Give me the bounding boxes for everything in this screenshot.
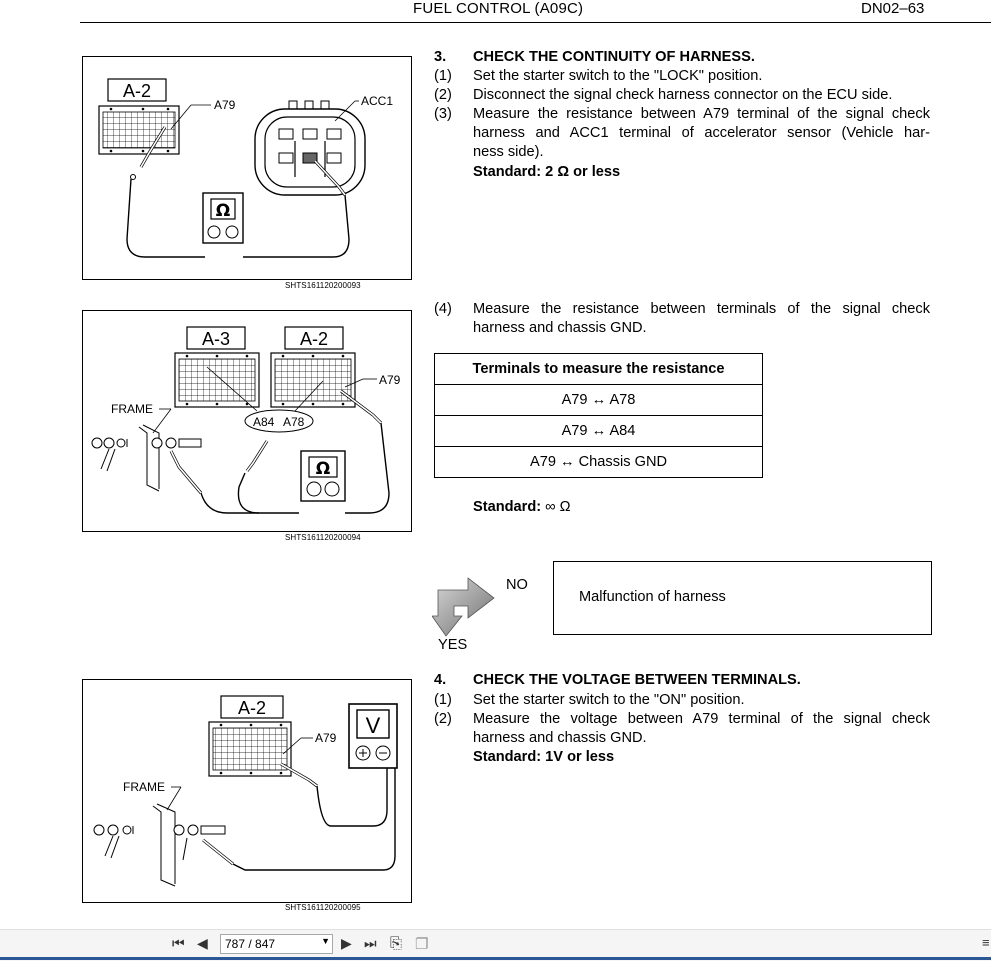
step4-item2-number: (2) xyxy=(434,711,452,727)
fig3-terminal-label: A79 xyxy=(315,731,337,745)
page-number-text: 787 / 847 xyxy=(225,937,276,951)
previous-page-icon[interactable]: ◀ xyxy=(197,935,208,951)
step3-item2-number: (2) xyxy=(434,87,452,103)
resistance-table-row: A79 ↔ Chassis GND xyxy=(435,447,763,478)
step4-item1-text: Set the starter switch to the "ON" position. xyxy=(473,692,745,708)
fig3-meter-symbol: V xyxy=(365,713,381,738)
fig2-terminal3-label: A79 xyxy=(379,373,401,387)
header-page-code: DN02–63 xyxy=(861,0,925,17)
step3-standard-2 xyxy=(473,498,571,517)
resistance-table xyxy=(434,353,763,478)
step4-number: 4. xyxy=(434,672,447,688)
step3-item3-number: (3) xyxy=(434,106,452,122)
last-page-icon[interactable]: ⏭ xyxy=(364,935,377,951)
header-title: FUEL CONTROL (A09C) xyxy=(413,0,584,17)
step3-item3-line2: harness and ACC1 terminal of accelerator sensor (Vehicle har- xyxy=(473,125,930,141)
step3-standard-2-label: Standard: xyxy=(473,499,542,515)
flow-arrow-icon xyxy=(432,568,502,638)
step4-title: CHECK THE VOLTAGE BETWEEN TERMINALS. xyxy=(473,672,801,688)
fig2-terminal2-label: A78 xyxy=(283,415,305,429)
menu-icon[interactable]: ≡ xyxy=(982,935,990,950)
result-box xyxy=(553,561,932,635)
step3-item4-line2: harness and chassis GND. xyxy=(473,320,647,336)
step4-item2-line1: Measure the voltage between A79 terminal of the signal check xyxy=(473,711,930,727)
fit-page-icon[interactable]: ⎘ xyxy=(390,935,403,952)
resistance-table-row: A79 ↔ A84 xyxy=(435,416,763,447)
step3-item3-line1: Measure the resistance between A79 terminal of the signal check xyxy=(473,106,930,122)
fig3-frame-label: FRAME xyxy=(123,780,165,794)
fig2-frame-label: FRAME xyxy=(111,402,153,416)
fig2-connector2-label: A-2 xyxy=(299,329,329,349)
figure-voltage-gnd xyxy=(82,679,412,903)
figure-3-caption: SHTS161120200095 xyxy=(285,903,361,912)
step3-item1-text: Set the starter switch to the "LOCK" position. xyxy=(473,68,763,84)
step4-item2-line2: harness and chassis GND. xyxy=(473,730,647,746)
step3-number: 3. xyxy=(434,49,447,65)
fig1-sensor-label: ACC1 xyxy=(361,94,394,108)
fig1-meter-symbol: Ω xyxy=(215,201,231,221)
step4-standard: Standard: 1V or less xyxy=(473,749,615,765)
resistance-table-header: Terminals to measure the resistance xyxy=(435,354,763,385)
figure-2-caption: SHTS161120200094 xyxy=(285,533,361,542)
fig3-connector-label: A-2 xyxy=(237,698,267,718)
two-page-icon[interactable]: ❐ xyxy=(415,936,429,953)
fig2-terminal1-label: A84 xyxy=(253,415,275,429)
step4-item1-number: (1) xyxy=(434,692,452,708)
resistance-table-row: A79 ↔ A78 xyxy=(435,385,763,416)
figure-continuity-gnd xyxy=(82,310,412,532)
fig2-connector1-label: A-3 xyxy=(201,329,231,349)
fig1-connector-label: A-2 xyxy=(122,81,152,101)
chevron-down-icon[interactable]: ▼ xyxy=(321,936,330,946)
flow-yes-label: YES xyxy=(438,637,468,653)
next-page-icon[interactable]: ▶ xyxy=(341,935,352,951)
step3-item2-text: Disconnect the signal check harness connector on the ECU side. xyxy=(473,87,893,103)
figure-continuity-acc1 xyxy=(82,56,412,280)
fig1-terminal-label: A79 xyxy=(214,98,236,112)
step3-item4-line1: Measure the resistance between terminals of the signal check xyxy=(473,301,930,317)
step3-item1-number: (1) xyxy=(434,68,452,84)
page-number-field[interactable] xyxy=(220,934,333,954)
step3-standard-1: Standard: 2 Ω or less xyxy=(473,164,621,180)
result-text: Malfunction of harness xyxy=(579,589,726,605)
step3-title: CHECK THE CONTINUITY OF HARNESS. xyxy=(473,49,755,65)
step3-standard-2-value: ∞ Ω xyxy=(545,499,571,515)
first-page-icon[interactable]: ⏮ xyxy=(172,935,185,951)
step3-item4-number: (4) xyxy=(434,301,452,317)
step3-item3-line3: ness side). xyxy=(473,144,544,160)
header-rule xyxy=(80,22,991,23)
figure-1-caption: SHTS161120200093 xyxy=(285,281,361,290)
fig2-meter-symbol: Ω xyxy=(315,459,331,479)
flow-no-label: NO xyxy=(506,577,528,593)
